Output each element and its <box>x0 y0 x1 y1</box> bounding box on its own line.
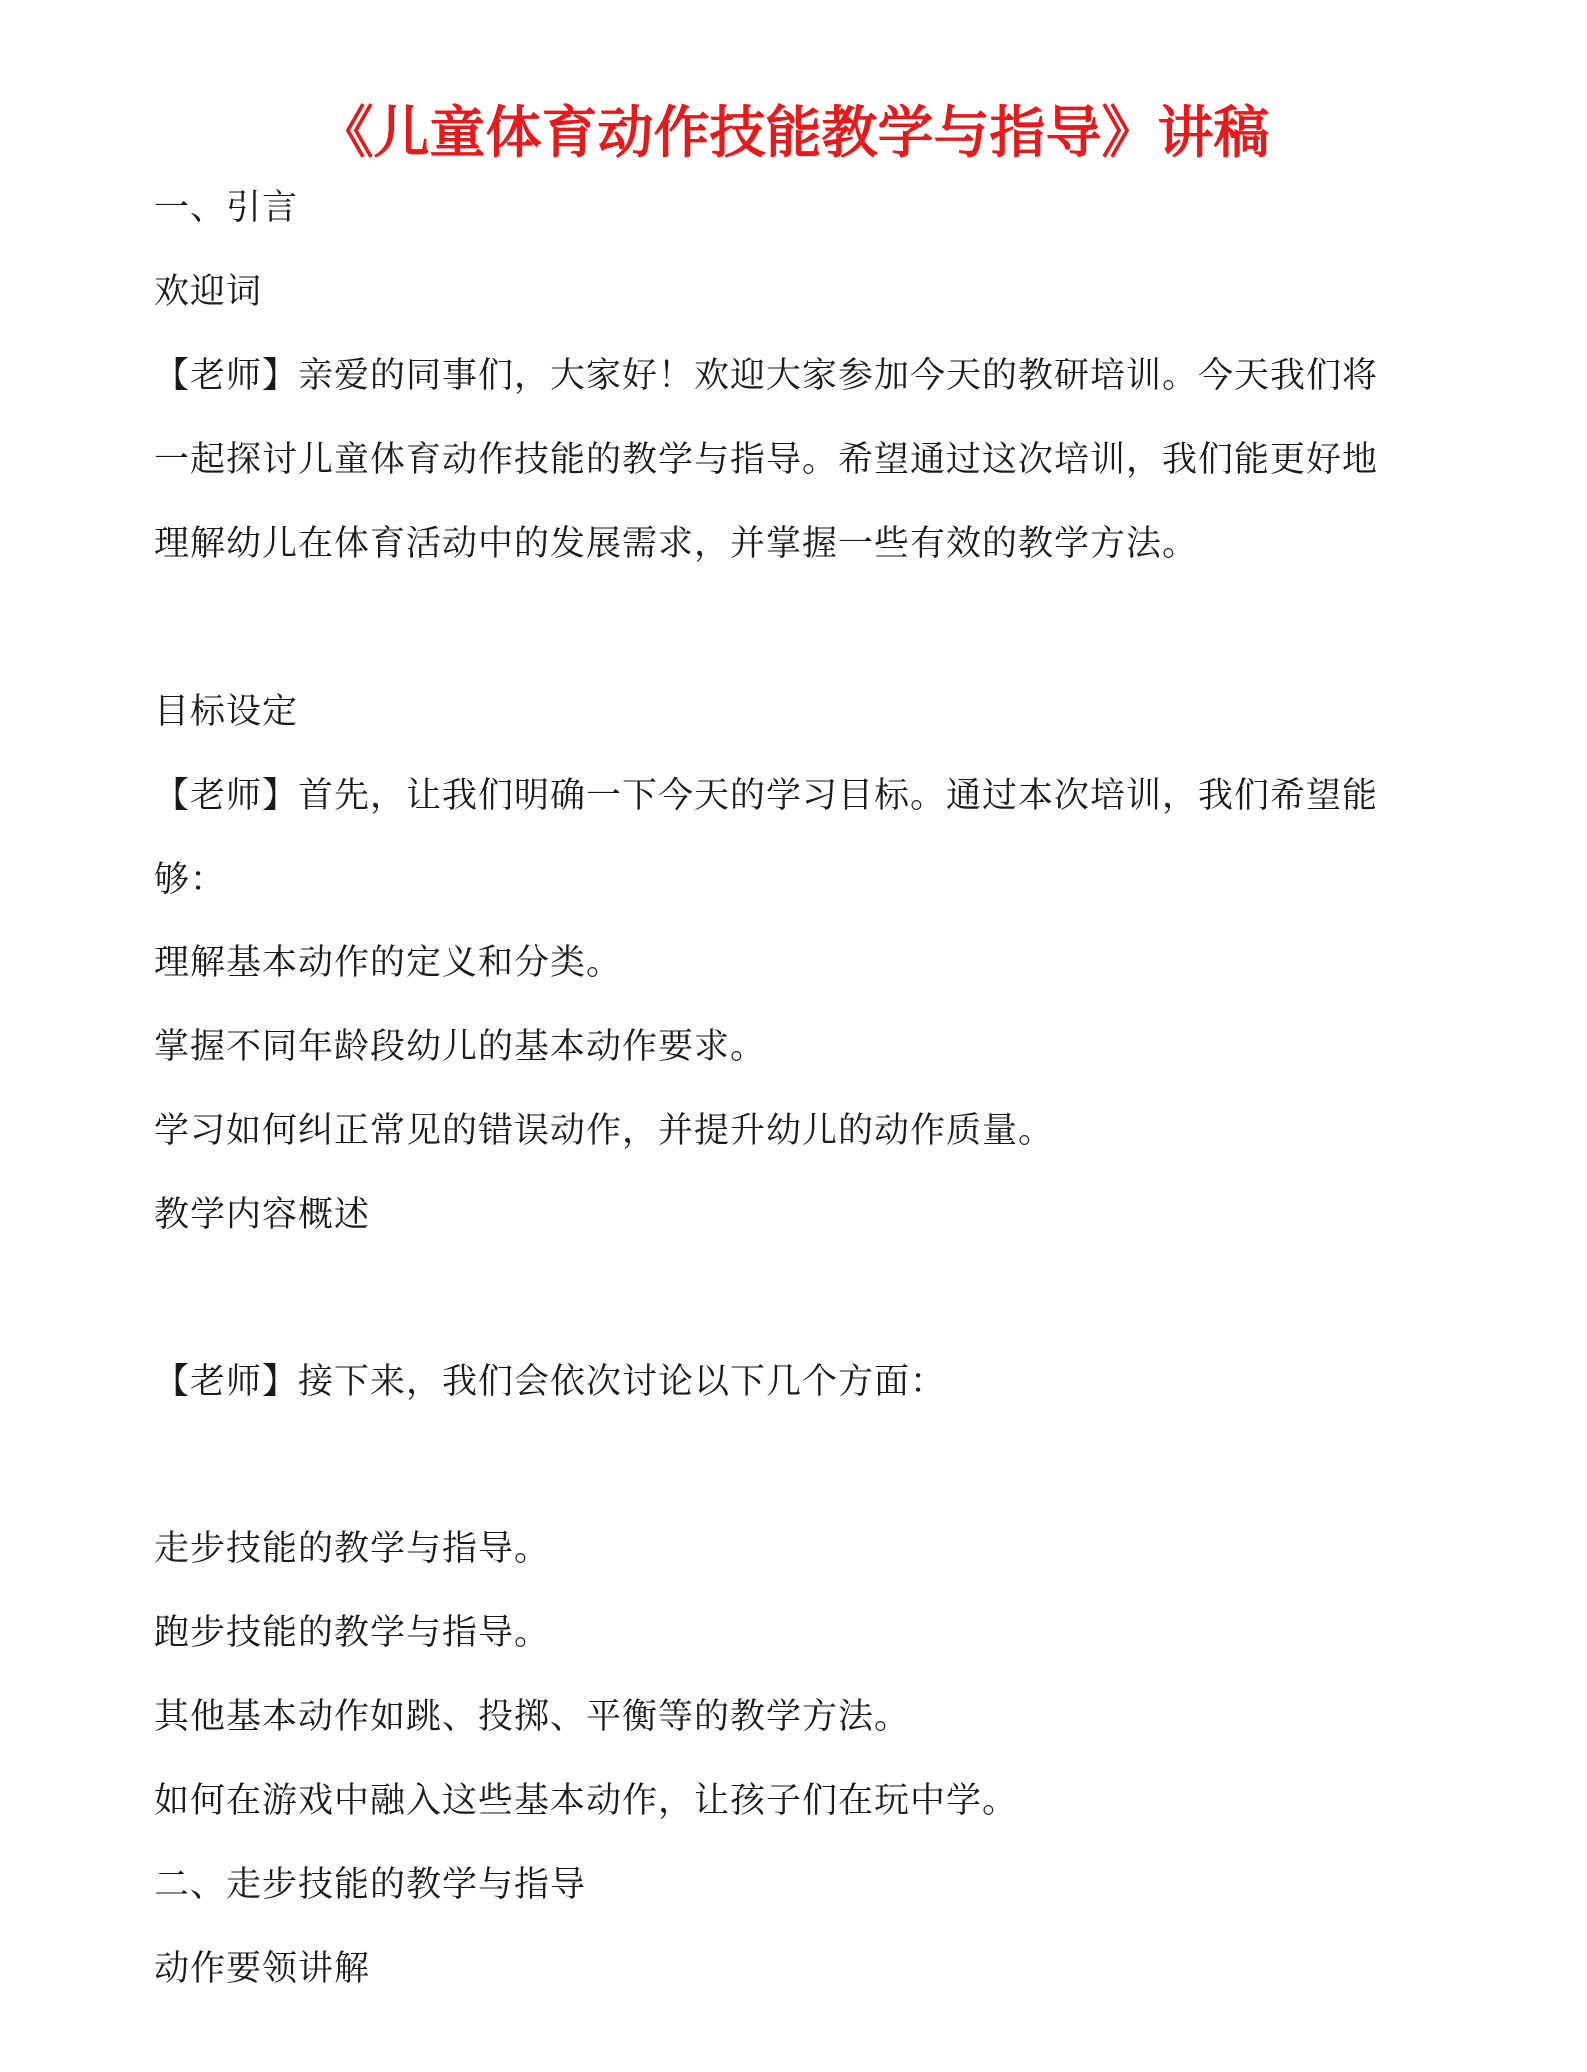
paragraph-line: 够： <box>154 860 227 900</box>
section-heading-introduction: 一、引言 <box>154 188 299 228</box>
topic-item: 跑步技能的教学与指导。 <box>154 1613 551 1653</box>
goal-item: 掌握不同年龄段幼儿的基本动作要求。 <box>154 1027 767 1067</box>
topic-item: 走步技能的教学与指导。 <box>154 1529 551 1569</box>
document-title: 《儿童体育动作技能教学与指导》讲稿 <box>317 101 1270 166</box>
subheading-content-overview: 教学内容概述 <box>154 1195 371 1235</box>
paragraph-line: 理解幼儿在体育活动中的发展需求，并掌握一些有效的教学方法。 <box>154 524 1199 564</box>
paragraph-line: 一起探讨儿童体育动作技能的教学与指导。希望通过这次培训，我们能更好地 <box>154 440 1379 480</box>
section-heading-walking: 二、走步技能的教学与指导 <box>154 1865 587 1905</box>
subheading-welcome: 欢迎词 <box>154 272 263 312</box>
paragraph-line: 【老师】接下来，我们会依次讨论以下几个方面： <box>154 1362 947 1402</box>
subheading-goals: 目标设定 <box>154 692 299 732</box>
topic-item: 如何在游戏中融入这些基本动作，让孩子们在玩中学。 <box>154 1781 1019 1821</box>
subheading-key-points: 动作要领讲解 <box>154 1949 371 1989</box>
paragraph-line: 【老师】亲爱的同事们，大家好！欢迎大家参加今天的教研培训。今天我们将 <box>154 356 1379 396</box>
goal-item: 学习如何纠正常见的错误动作，并提升幼儿的动作质量。 <box>154 1111 1055 1151</box>
topic-item: 其他基本动作如跳、投掷、平衡等的教学方法。 <box>154 1697 911 1737</box>
goal-item: 理解基本动作的定义和分类。 <box>154 943 623 983</box>
paragraph-line: 【老师】首先，让我们明确一下今天的学习目标。通过本次培训，我们希望能 <box>154 776 1379 816</box>
